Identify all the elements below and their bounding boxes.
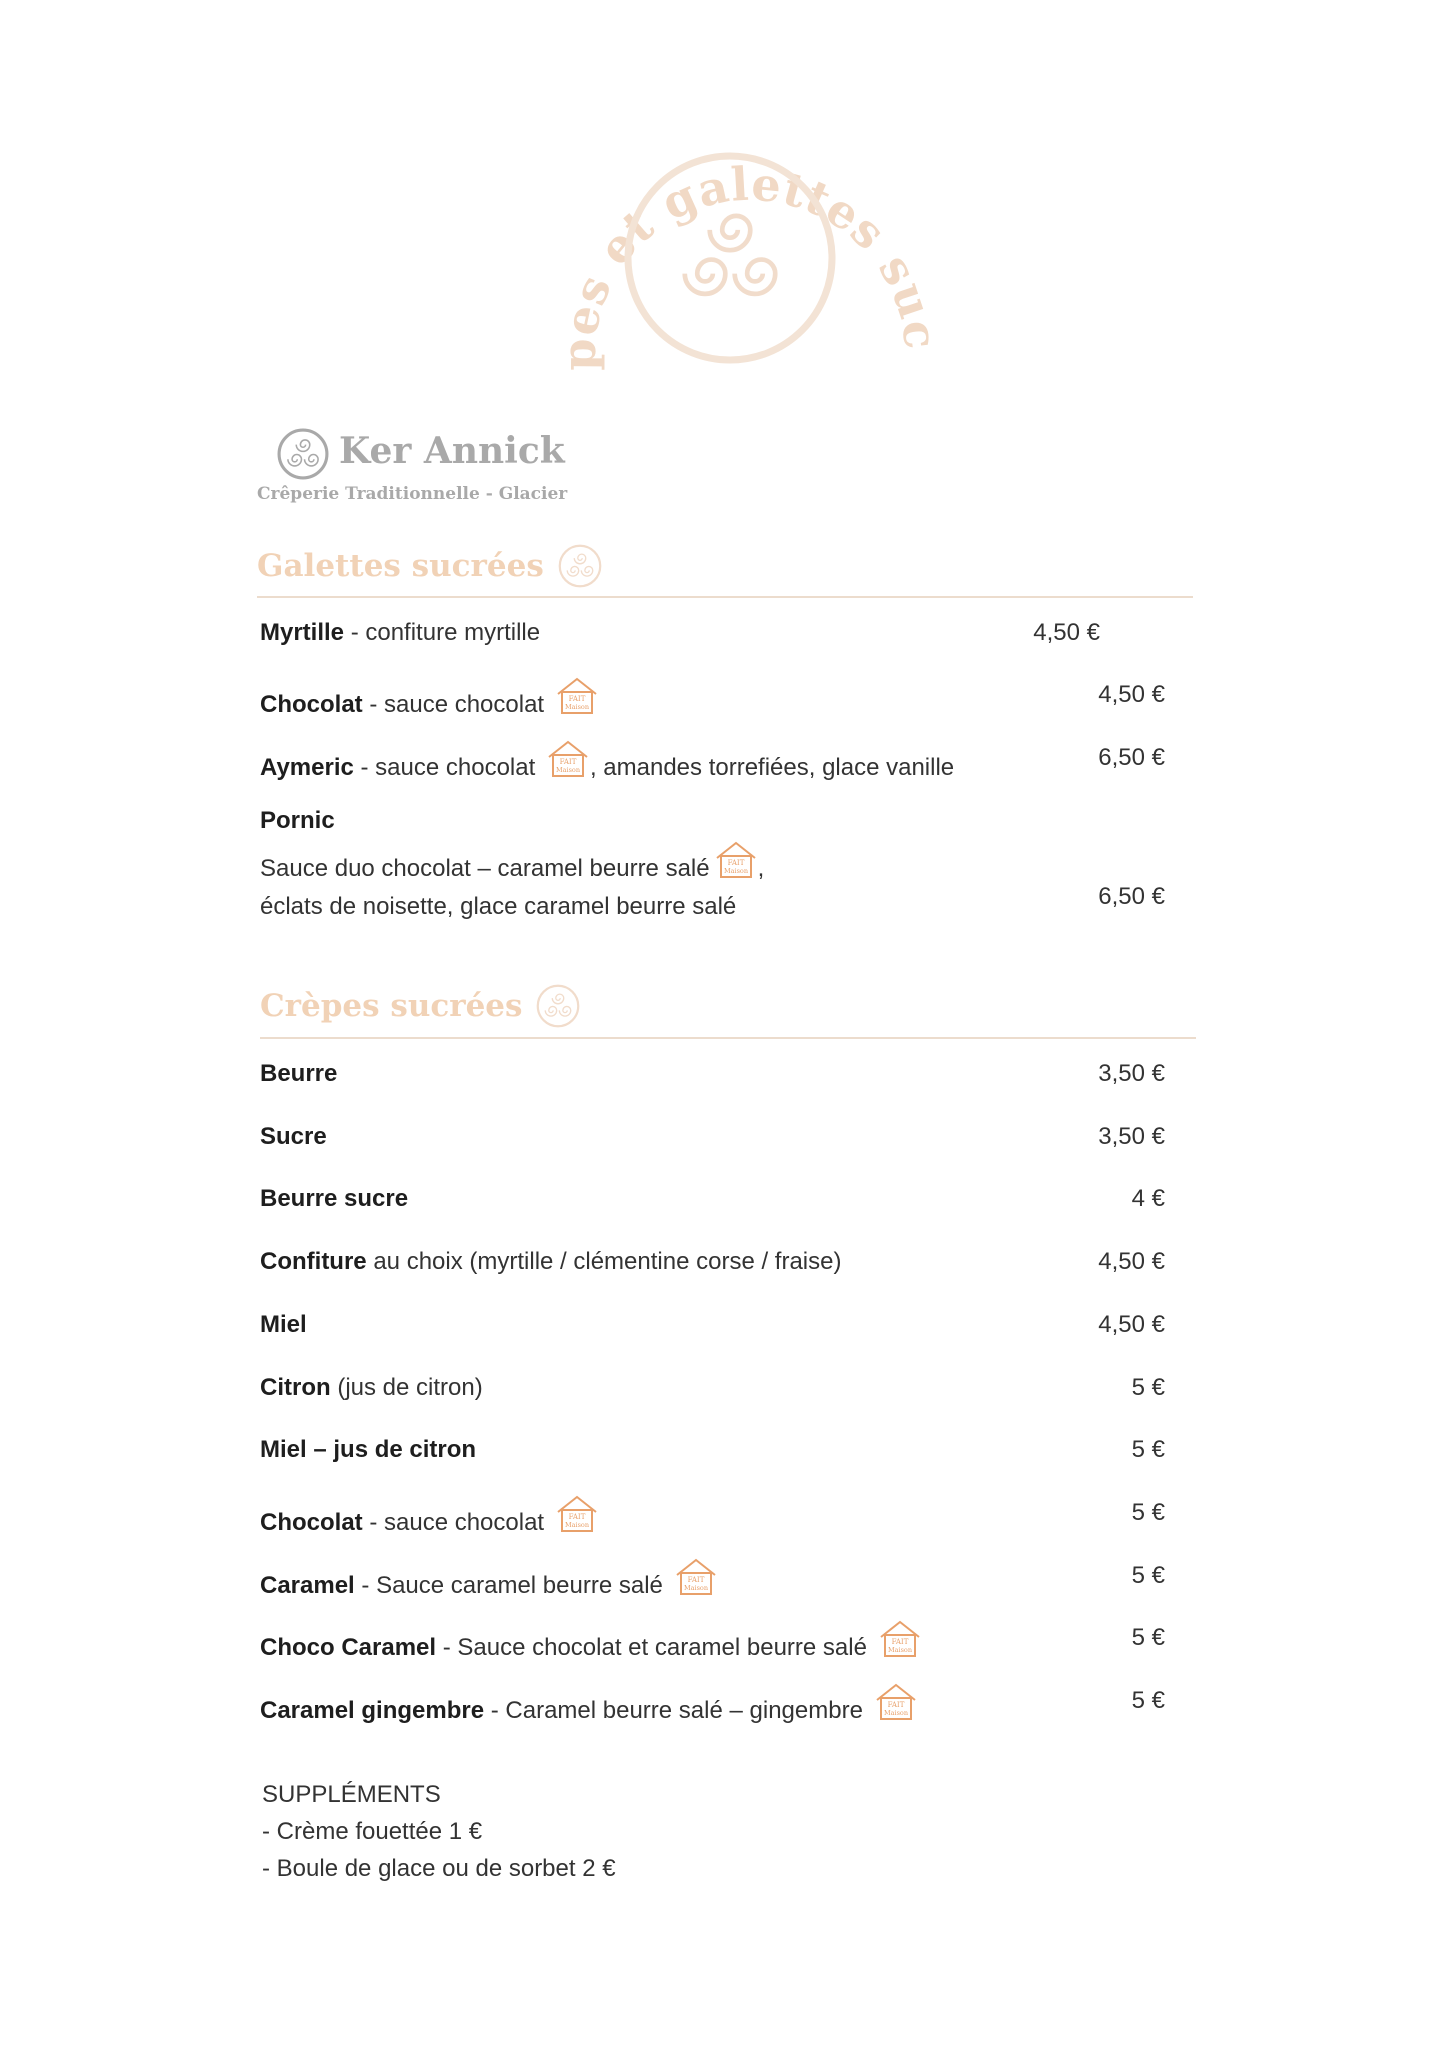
brand-logo bbox=[255, 428, 595, 508]
item-description: - sauce chocolat bbox=[353, 754, 536, 781]
fait-maison-house-icon bbox=[714, 840, 758, 880]
item-description-line: éclats de noisette, glace caramel beurre salé bbox=[260, 893, 737, 920]
item-name: Citron bbox=[260, 1374, 331, 1401]
fait-maison-house-icon bbox=[555, 1494, 599, 1534]
menu-item bbox=[260, 1369, 1165, 1407]
item-price: 5 € bbox=[1131, 1499, 1165, 1526]
item-description: - sauce chocolat bbox=[362, 691, 545, 718]
fait-maison-house-icon bbox=[674, 1557, 718, 1597]
item-description: - Sauce caramel beurre salé bbox=[354, 1572, 663, 1599]
supplement-item: - Boule de glace ou de sorbet 2 € bbox=[262, 1855, 616, 1882]
triskelion-icon bbox=[685, 216, 775, 294]
item-name: Pornic bbox=[260, 807, 335, 834]
menu-item bbox=[260, 1494, 1165, 1542]
fait-maison-house-icon bbox=[874, 1682, 918, 1722]
item-description: (jus de citron) bbox=[330, 1374, 483, 1401]
item-description: - sauce chocolat bbox=[362, 1509, 545, 1536]
brand-tagline: Crêperie Traditionnelle - Glacier bbox=[257, 484, 568, 504]
item-name: Chocolat bbox=[260, 691, 363, 718]
item-description: - Sauce chocolat et caramel beurre salé bbox=[436, 1634, 867, 1661]
menu-item bbox=[260, 1118, 1165, 1156]
supplements-title: SUPPLÉMENTS bbox=[262, 1781, 441, 1808]
item-price: 5 € bbox=[1131, 1436, 1165, 1463]
item-price: 3,50 € bbox=[1098, 1060, 1165, 1087]
fait-maison-house-icon bbox=[555, 676, 599, 716]
item-price: 5 € bbox=[1131, 1374, 1165, 1401]
item-description-tail: , bbox=[757, 855, 765, 882]
item-name: Miel – jus de citron bbox=[260, 1436, 477, 1463]
item-name: Choco Caramel bbox=[260, 1634, 437, 1661]
triskelion-icon bbox=[536, 984, 580, 1028]
item-price: 6,50 € bbox=[1098, 744, 1165, 771]
item-price: 6,50 € bbox=[1098, 883, 1165, 910]
item-name: Confiture bbox=[260, 1248, 367, 1275]
menu-item bbox=[260, 1619, 1165, 1667]
triskelion-icon bbox=[277, 428, 329, 480]
item-price: 4,50 € bbox=[1098, 1311, 1165, 1338]
fait-maison-house-icon bbox=[878, 1619, 922, 1659]
brand-name: Ker Annick bbox=[339, 430, 565, 472]
item-price: 4 € bbox=[1131, 1185, 1165, 1212]
section-title: Galettes sucrées bbox=[257, 548, 544, 584]
menu-item bbox=[260, 1682, 1165, 1730]
item-description: - confiture myrtille bbox=[344, 619, 541, 646]
fait-maison-house-icon bbox=[546, 739, 590, 779]
item-name: Sucre bbox=[260, 1123, 327, 1150]
menu-item bbox=[260, 1055, 1165, 1093]
item-description-tail: , amandes torrefiées, glace vanille bbox=[589, 754, 955, 781]
section-header-galettes bbox=[257, 544, 602, 588]
item-price: 3,50 € bbox=[1098, 1123, 1165, 1150]
item-price: 4,50 € bbox=[1033, 619, 1100, 646]
item-price: 5 € bbox=[1131, 1624, 1165, 1651]
item-description: Sauce duo chocolat – caramel beurre salé bbox=[260, 855, 710, 882]
item-name: Aymeric bbox=[260, 754, 354, 781]
item-price: 5 € bbox=[1131, 1687, 1165, 1714]
menu-item bbox=[260, 676, 1165, 724]
menu-item bbox=[260, 1306, 1165, 1344]
supplements-block bbox=[262, 1776, 616, 1887]
banner-arc-text: s et galettes s bbox=[562, 156, 929, 313]
supplement-item: - Crème fouettée 1 € bbox=[262, 1818, 483, 1845]
section-divider bbox=[257, 596, 1193, 598]
menu-item bbox=[260, 739, 1165, 787]
menu-item bbox=[260, 1180, 1165, 1218]
menu-item bbox=[260, 1243, 1165, 1281]
menu-item bbox=[260, 1557, 1165, 1605]
item-price: 4,50 € bbox=[1098, 1248, 1165, 1275]
menu-item bbox=[260, 802, 1165, 922]
item-name: Myrtille bbox=[260, 619, 345, 646]
item-name: Caramel gingembre bbox=[260, 1697, 485, 1724]
item-price: 4,50 € bbox=[1098, 681, 1165, 708]
menu-item bbox=[260, 614, 1100, 652]
item-name: Beurre sucre bbox=[260, 1185, 409, 1212]
banner-emblem bbox=[560, 70, 930, 380]
emblem-ring bbox=[628, 156, 832, 360]
section-title: Crèpes sucrées bbox=[260, 988, 523, 1024]
menu-item bbox=[260, 1431, 1165, 1469]
item-price: 5 € bbox=[1131, 1562, 1165, 1589]
item-name: Chocolat bbox=[260, 1509, 363, 1536]
item-description: - Caramel beurre salé – gingembre bbox=[484, 1697, 863, 1724]
item-name: Caramel bbox=[260, 1572, 355, 1599]
section-divider bbox=[260, 1037, 1196, 1039]
item-description: au choix (myrtille / clémentine corse / fraise) bbox=[366, 1248, 842, 1275]
item-name: Beurre bbox=[260, 1060, 338, 1087]
item-name: Miel bbox=[260, 1311, 307, 1338]
triskelion-icon bbox=[558, 544, 602, 588]
section-header-crepes bbox=[260, 984, 580, 1028]
